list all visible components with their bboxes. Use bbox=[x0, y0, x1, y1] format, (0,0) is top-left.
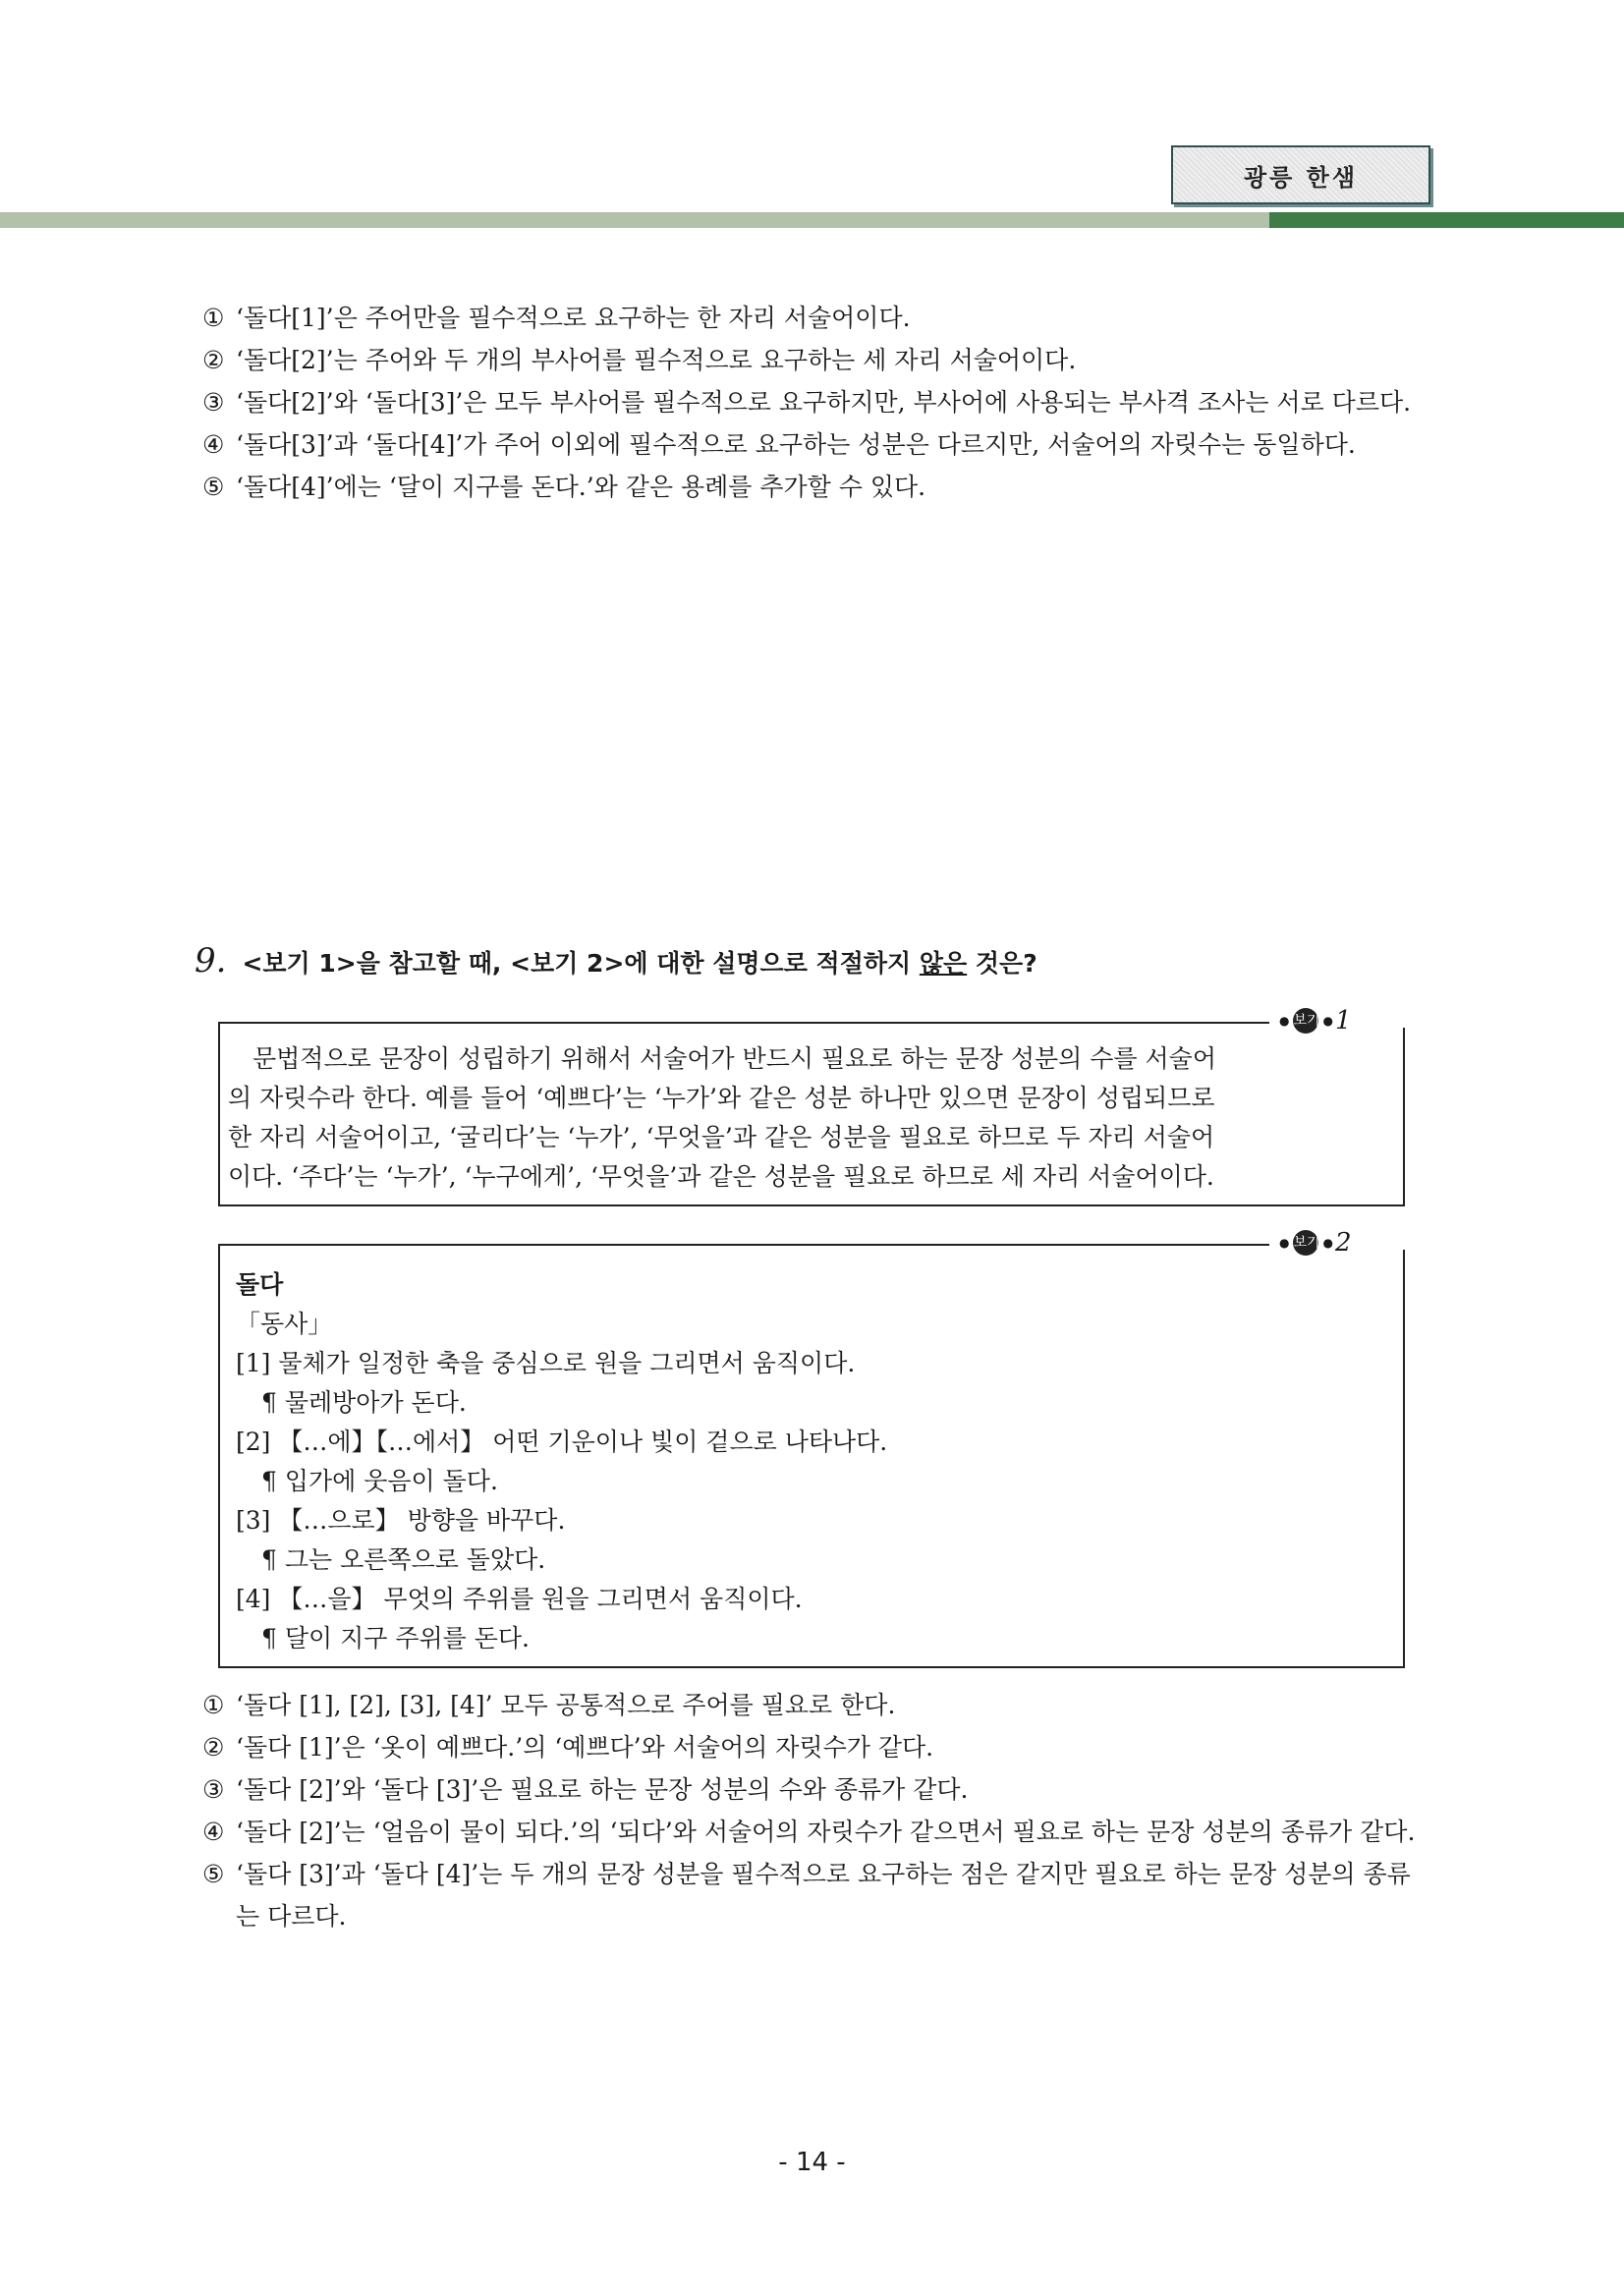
reference-box-2-label: ● 보기 ● 2 bbox=[1279, 1228, 1352, 1258]
q9-options bbox=[202, 1684, 1427, 1937]
sense-1-example: ¶ 물레방아가 돈다. bbox=[261, 1388, 467, 1417]
q9-option-2: ② ‘돌다 [1]’은 ‘옷이 예쁘다.’의 ‘예쁘다’와 서술어의 자릿수가 같다. bbox=[202, 1733, 934, 1762]
reference-box-2 bbox=[218, 1228, 1405, 1668]
sense-1-definition: [1] 물체가 일정한 축을 중심으로 원을 그리면서 움직이다. bbox=[236, 1349, 856, 1377]
header-bar-left bbox=[0, 212, 1269, 228]
page-number: - 14 - bbox=[778, 2148, 846, 2177]
q9-not-emphasis: 않은 bbox=[919, 949, 968, 978]
q8-options bbox=[202, 297, 1427, 508]
reference-box-1-label: ● 보기 ● 1 bbox=[1279, 1006, 1352, 1036]
q9-number: 9. bbox=[195, 941, 227, 980]
q8-option-4: ④ ‘돌다[3]’과 ‘돌다[4]’가 주어 이외에 필수적으로 요구하는 성분은 다르지만, 서술어의 자릿수는 동일하다. bbox=[202, 430, 1356, 459]
q9-option-5: ⑤ ‘돌다 [3]’과 ‘돌다 [4]’는 두 개의 문장 성분을 필수적으로 요구하는 점은 같지만 필요로 하는 문장 성분의 종류는 다르다. bbox=[202, 1860, 1411, 1931]
sense-2-definition: [2] 【…에】【…에서】 어떤 기운이나 빛이 겉으로 나타나다. bbox=[236, 1428, 888, 1456]
q9-stem: 9. <보기 1>을 참고할 때, <보기 2>에 대한 설명으로 적절하지 않은 것은? bbox=[195, 941, 1037, 980]
sense-2-example: ¶ 입가에 웃음이 돌다. bbox=[261, 1467, 498, 1495]
header-bar-right bbox=[1269, 212, 1624, 228]
q8-option-1: ① ‘돌다[1]’은 주어만을 필수적으로 요구하는 한 자리 서술어이다. bbox=[202, 304, 911, 332]
part-of-speech: 「동사」 bbox=[236, 1310, 333, 1338]
header-badge: 광릉 한샘 bbox=[1171, 145, 1430, 204]
sense-4-example: ¶ 달이 지구 주위를 돈다. bbox=[261, 1624, 530, 1652]
dictionary-headword: 돌다 bbox=[236, 1270, 284, 1299]
q8-option-3: ③ ‘돌다[2]’와 ‘돌다[3]’은 모두 부사어를 필수적으로 요구하지만, 부사어에 사용되는 부사격 조사는 서로 다르다. bbox=[202, 388, 1412, 417]
sense-3-definition: [3] 【…으로】 방향을 바꾸다. bbox=[236, 1506, 566, 1535]
q8-option-5: ⑤ ‘돌다[4]’에는 ‘달이 지구를 돈다.’와 같은 용례를 추가할 수 있다. bbox=[202, 473, 926, 501]
q9-option-4: ④ ‘돌다 [2]’는 ‘얼음이 물이 되다.’의 ‘되다’와 서술어의 자릿수가 같으면서 필요로 하는 문장 성분의 종류가 같다. bbox=[202, 1818, 1416, 1846]
reference-box-1: ● 보기 ● 1 문법적으로 문장이 성립하기 위해서 서술어가 반드시 필요로 하는 문장 성분의 수를 서술어 의 자릿수라 한다. 예를 들어 ‘예쁘다’는 ‘누가’와 같은 성분 하나만 있으면 문장이 성립되므로 한 자리 서술어이고, ‘굴리다’는 ‘누가’, ‘무엇을’과 같은 성분을 필요로 하므로 두 자리 서술어 이다. ‘주다’는 ‘누가’, ‘누구에게’, ‘무엇을’과 같은 성분을 필요로 하므로 세 자리 서술어이다. bbox=[218, 1022, 1405, 1206]
q9-option-1: ① ‘돌다 [1], [2], [3], [4]’ 모두 공통적으로 주어를 필요로 한다. bbox=[202, 1691, 896, 1719]
sense-3-example: ¶ 그는 오른쪽으로 돌았다. bbox=[261, 1545, 546, 1574]
q9-option-3: ③ ‘돌다 [2]’와 ‘돌다 [3]’은 필요로 하는 문장 성분의 수와 종류가 같다. bbox=[202, 1775, 969, 1804]
q8-option-2: ② ‘돌다[2]’는 주어와 두 개의 부사어를 필수적으로 요구하는 세 자리 서술어이다. bbox=[202, 346, 1077, 374]
sense-4-definition: [4] 【…을】 무엇의 주위를 원을 그리면서 움직이다. bbox=[236, 1585, 803, 1613]
